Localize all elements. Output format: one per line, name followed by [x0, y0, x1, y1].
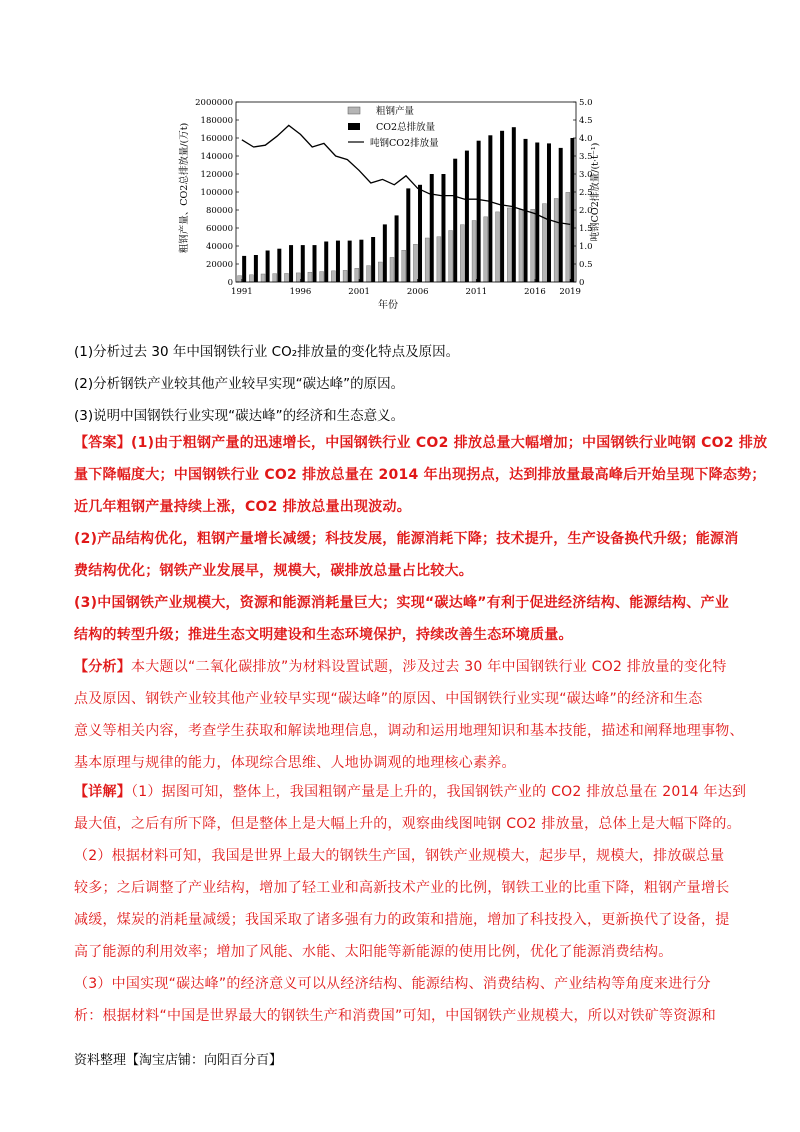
bar-co2-total: [441, 174, 445, 282]
bar-co2-total: [301, 245, 305, 282]
bar-crude-steel: [425, 238, 429, 282]
chart-legend: [348, 105, 439, 149]
detail-line: 高了能源的利用效率；增加了风能、水能、太阳能等新能源的使用比例，优化了能源消费结构。: [74, 944, 673, 960]
bar-co2-total: [406, 188, 410, 282]
y-left-tick-label: 180000: [200, 116, 233, 126]
bar-crude-steel: [378, 262, 382, 282]
y-left-tick-label: 40000: [205, 242, 233, 252]
answer-line: 费结构优化；钢铁产业发展早，规模大，碳排放总量占比较大。: [74, 563, 473, 579]
x-tick-label: 2016: [524, 287, 546, 297]
bar-co2-total: [383, 224, 387, 282]
answer-line: 结构的转型升级；推进生态文明建设和生态环境保护，持续改善生态环境质量。: [74, 627, 573, 643]
bar-crude-steel: [261, 274, 265, 282]
answer-line-text: (1)由于粗钢产量的迅速增长，中国钢铁行业 CO2 排放总量大幅增加；中国钢铁行业吨钢 CO2 排放: [131, 435, 768, 451]
bar-crude-steel: [519, 210, 523, 282]
detail-tag: 【详解】: [74, 784, 131, 800]
steel-co2-chart: [170, 92, 610, 322]
x-tick-label: 2019: [559, 287, 581, 297]
bar-co2-total: [336, 241, 340, 282]
analysis-line: 基本原理与规律的能力，体现综合思维、人地协调观的地理核心素养。: [74, 755, 516, 771]
y-right-tick-label: 1.5: [579, 224, 593, 234]
bar-co2-total: [324, 242, 328, 283]
answer-line: (2)产品结构优化，粗钢产量增长减缓；科技发展，能源消耗下降；技术提升，生产设备换代升级；能源消: [74, 531, 739, 547]
bar-co2-total: [395, 215, 399, 282]
bar-crude-steel: [355, 268, 359, 282]
answer-section: [74, 427, 768, 651]
bar-co2-total: [289, 245, 293, 282]
analysis-line-text: 本大题以“二氧化碳排放”为材料设置试题，涉及过去 30 年中国钢铁行业 CO2 排放量的变化特: [131, 659, 727, 675]
x-tick-label: 1996: [289, 287, 312, 297]
bar-crude-steel: [390, 257, 394, 282]
bar-co2-total: [512, 127, 516, 282]
bar-crude-steel: [460, 225, 464, 282]
bar-crude-steel: [496, 212, 500, 282]
detail-line: 最大值，之后有所下降，但是整体上是大幅上升的，观察曲线图吨钢 CO2 排放量，总体上是大幅下降的。: [74, 816, 741, 832]
bar-crude-steel: [343, 270, 347, 282]
legend-label-co2-per-ton: 吨钢CO2排放量: [370, 138, 439, 149]
analysis-tag: 【分析】: [74, 659, 131, 675]
y-right-tick-label: 3.5: [579, 152, 593, 162]
y-left-tick-label: 160000: [200, 134, 233, 144]
page-footer: 资料整理【淘宝店铺：向阳百分百】: [74, 1053, 283, 1068]
bar-crude-steel: [331, 271, 335, 282]
bar-co2-total: [535, 143, 539, 283]
bar-crude-steel: [531, 209, 535, 282]
detail-line-text: （1）据图可知，整体上，我国粗钢产量是上升的，我国钢铁产业的 CO2 排放总量在 2014 年达到: [131, 784, 747, 800]
detail-line: 较多；之后调整了产业结构，增加了轻工业和高新技术产业的比例，钢铁工业的比重下降，粗钢产量增长: [74, 880, 730, 896]
analysis-line: 意义等相关内容，考查学生获取和解读地理信息，调动和运用地理知识和基本技能，描述和阐释地理事物、: [74, 723, 744, 739]
x-tick-label: 2006: [406, 287, 429, 297]
bar-crude-steel: [367, 266, 371, 282]
y-right-tick-label: 0.5: [579, 260, 593, 270]
bar-crude-steel: [308, 272, 312, 282]
y-right-tick-label: 1.0: [579, 242, 593, 252]
answer-line: 量下降幅度大；中国钢铁行业 CO2 排放总量在 2014 年出现拐点，达到排放量最高峰后开始呈现下降态势；: [74, 467, 766, 483]
y-right-tick-label: 4.0: [579, 134, 593, 144]
y-right-tick-label: 4.5: [579, 116, 593, 126]
y-right-tick-label: 2.5: [579, 188, 593, 198]
bar-co2-total: [254, 255, 258, 282]
x-tick-label: 2001: [348, 287, 370, 297]
bar-co2-total: [371, 237, 375, 282]
bar-co2-total: [242, 256, 246, 282]
bar-co2-total: [277, 249, 281, 282]
bar-co2-total: [359, 240, 363, 282]
legend-label-crude-steel: 粗钢产量: [376, 106, 415, 117]
legend-swatch-crude-steel: [348, 107, 360, 114]
detail-line: [74, 776, 747, 808]
bar-co2-total: [547, 143, 551, 282]
legend-swatch-co2-total: [348, 123, 360, 130]
y-left-tick-label: 140000: [200, 152, 233, 162]
y-left-tick-label: 2000000: [195, 98, 233, 108]
bar-crude-steel: [484, 217, 488, 282]
y-left-tick-label: 0: [227, 278, 233, 288]
y-axis-right-label: 吨钢CO2排放量/(t·t⁻¹): [590, 142, 601, 242]
bar-crude-steel: [554, 198, 558, 282]
bar-crude-steel: [249, 275, 253, 282]
detail-line: （2）根据材料可知，我国是世界上最大的钢铁生产国，钢铁产业规模大，起步早，规模大，排放碳总量: [74, 848, 725, 864]
y-left-tick-label: 20000: [205, 260, 233, 270]
y-axis-left-label: 粗钢产量、CO2总排放量/(万t): [179, 122, 190, 254]
y-right-tick-label: 0: [579, 278, 585, 288]
question-3: (3)说明中国钢铁行业实现“碳达峰”的经济和生态意义。: [74, 408, 405, 424]
bar-crude-steel: [437, 237, 441, 282]
y-right-tick-label: 5.0: [579, 98, 593, 108]
question-1: (1)分析过去 30 年中国钢铁行业 CO₂排放量的变化特点及原因。: [74, 344, 460, 360]
bar-crude-steel: [413, 244, 417, 282]
bar-co2-total: [500, 131, 504, 282]
analysis-line: 点及原因、钢铁产业较其他产业较早实现“碳达峰”的原因、中国钢铁行业实现“碳达峰”的经济和生态: [74, 691, 703, 707]
answer-line: [74, 427, 768, 459]
bar-crude-steel: [238, 276, 242, 282]
bar-co2-total: [477, 141, 481, 282]
bar-co2-total: [559, 148, 563, 282]
detail-line: （3）中国实现“碳达峰”的经济意义可以从经济结构、能源结构、消费结构、产业结构等角度来进行分: [74, 976, 711, 992]
bar-crude-steel: [320, 272, 324, 282]
x-tick-label: 1991: [231, 287, 253, 297]
detail-line: 析：根据材料“中国是世界最大的钢铁生产和消费国”可知，中国钢铁产业规模大，所以对铁矿等资源和: [74, 1008, 717, 1024]
bar-crude-steel: [542, 204, 546, 282]
answer-line: (3)中国钢铁产业规模大，资源和能源消耗量巨大；实现“碳达峰”有利于促进经济结构、能源结构、产业: [74, 595, 729, 611]
bar-crude-steel: [402, 250, 406, 282]
y-left-tick-label: 120000: [200, 170, 233, 180]
bar-crude-steel: [273, 274, 277, 282]
bar-crude-steel: [472, 221, 476, 282]
bar-co2-total: [313, 245, 317, 282]
bar-crude-steel: [449, 231, 453, 282]
bar-crude-steel: [296, 273, 300, 282]
bar-co2-total: [266, 251, 270, 283]
answer-line: 近几年粗钢产量持续上涨，CO2 排放总量出现波动。: [74, 499, 412, 515]
bar-crude-steel: [507, 208, 511, 282]
y-left-tick-label: 60000: [205, 224, 233, 234]
bar-co2-total: [348, 241, 352, 282]
bar-co2-total: [430, 174, 434, 282]
bar-co2-total: [453, 159, 457, 282]
x-axis-label: 年份: [378, 300, 398, 311]
y-left-tick-label: 80000: [205, 206, 233, 216]
bar-crude-steel: [566, 192, 570, 282]
y-right-tick-label: 3.0: [579, 170, 593, 180]
bar-co2-total: [488, 135, 492, 282]
analysis-line: [74, 651, 734, 683]
legend-label-co2-total: CO2总排放量: [376, 122, 436, 133]
question-2: (2)分析钢铁产业较其他产业较早实现“碳达峰”的原因。: [74, 376, 405, 392]
answer-tag: 【答案】: [74, 435, 131, 451]
detail-line: 减缓，煤炭的消耗量减缓；我国采取了诸多强有力的政策和措施，增加了科技投入，更新换代了设备，提: [74, 912, 730, 928]
x-tick-label: 2011: [465, 287, 488, 297]
y-right-tick-label: 2.0: [579, 206, 593, 216]
bar-crude-steel: [284, 273, 288, 282]
y-left-tick-label: 100000: [200, 188, 233, 198]
analysis-section: [74, 651, 744, 779]
bar-co2-total: [418, 185, 422, 282]
bar-co2-total: [465, 151, 469, 282]
detail-section: [74, 776, 747, 1032]
